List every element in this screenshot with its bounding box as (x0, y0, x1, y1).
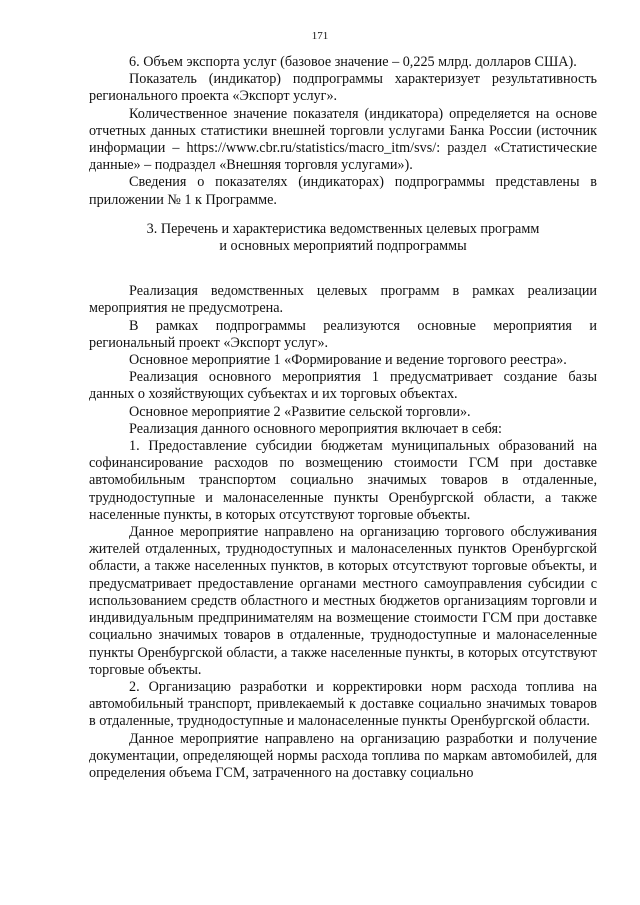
page-number: 171 (311, 30, 329, 42)
paragraph-indicator-appendix: Сведения о показателях (индикаторах) подпрограммы представлены в приложении № 1 к Программе. (89, 174, 597, 208)
section-heading-line-2: и основных мероприятий подпрограммы (219, 238, 467, 255)
paragraph-subsidy-purpose: Данное мероприятие направлено на организацию торгового обслуживания жителей отдаленных, труднодоступных и малонаселенных пунктов Оренбургской области, а также населенных пунктов, в которых отсутствуют торговые объекты, и предусматривает предоставление органами местного самоуправления субсидии с использованием средств областного и местных бюджетов организациям торговли и индивидуальным предпринимателям на возмещение стоимости ГСМ при доставке социально значимых товаров в отдаленные, труднодоступные и малонаселенные пункты Оренбургской области, а также населенные пункты, в которых отсутствуют торговые объекты. (89, 524, 597, 678)
paragraph-activity-1-title: Основное мероприятие 1 «Формирование и ведение торгового реестра». (129, 352, 567, 369)
paragraph-main-activities: В рамках подпрограммы реализуются основные мероприятия и региональный проект «Экспорт услуг». (89, 317, 597, 351)
paragraph-fuel-norms: 2. Организацию разработки и корректировки норм расхода топлива на автомобильный транспорт, привлекаемый к доставке социально значимых товаров в отдаленные, труднодоступные и малонаселенные пункты Оренбургской области. (89, 678, 597, 730)
paragraph-activity-2-includes: Реализация данного основного мероприятия включает в себя: (129, 420, 502, 437)
paragraph-indicator-source: Количественное значение показателя (индикатора) определяется на основе отчетных данных статистики внешней торговли услугами Банка России (источник информации – https://www.cbr.ru/statistics/macro_itm/svs/: раздел «Статистические данные» – подраздел «Внешняя торговля услугами»). (89, 105, 597, 174)
section-heading-line-1: 3. Перечень и характеристика ведомственных целевых программ (146, 220, 540, 237)
paragraph-activity-1-description: Реализация основного мероприятия 1 предусматривает создание базы данных о хозяйствующих субъектах и их торговых объектах. (89, 369, 597, 403)
paragraph-activity-2-title: Основное мероприятие 2 «Развитие сельской торговли». (129, 403, 471, 420)
paragraph-indicator-effectiveness: Показатель (индикатор) подпрограммы характеризует результативность регионального проекта «Экспорт услуг». (89, 71, 597, 105)
document-body (89, 54, 597, 782)
paragraph-subsidy-provision: 1. Предоставление субсидии бюджетам муниципальных образований на софинансирование расходов по возмещению стоимости ГСМ при доставке автомобильным транспортом социально значимых товаров в отдаленные, труднодоступные и малонаселенные пункты Оренбургской области, а также населенные пункты, в которых отсутствуют торговые объекты. (89, 438, 597, 523)
paragraph-export-indicator: 6. Объем экспорта услуг (базовое значение – 0,225 млрд. долларов США). (129, 54, 577, 70)
section-heading (89, 221, 597, 255)
paragraph-departmental-programs: Реализация ведомственных целевых программ в рамках реализации мероприятия не предусмотрена. (89, 283, 597, 317)
paragraph-fuel-norms-purpose: Данное мероприятие направлено на организацию разработки и получение документации, определяющей нормы расхода топлива по маркам автомобилей, для определения объема ГСМ, затраченного на доставку социально (89, 730, 597, 781)
